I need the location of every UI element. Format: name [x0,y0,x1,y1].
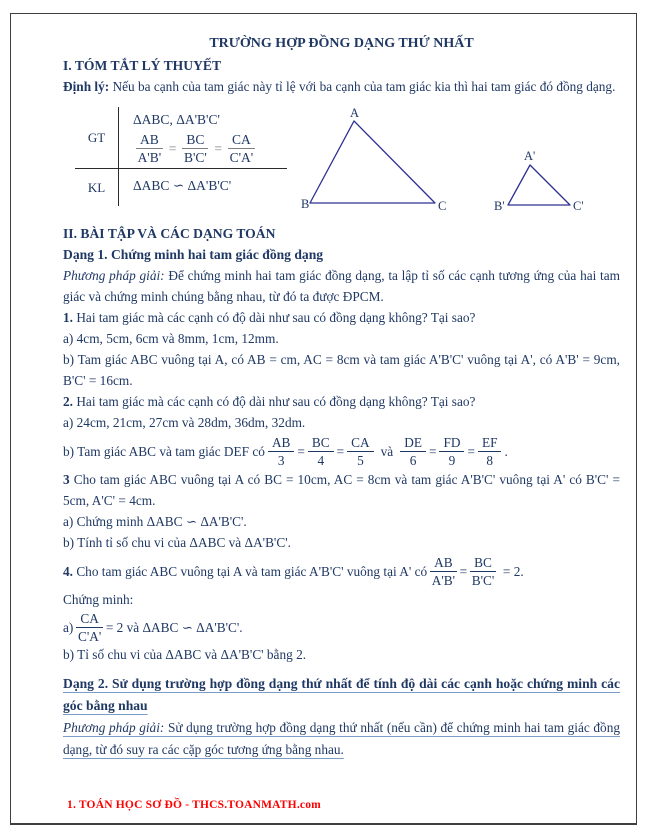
fraction: $\frac{CA}{C'A'}$ [229,132,254,165]
equals-sign: = [297,443,305,459]
fraction: $\frac{BC}{B'C'}$ [471,554,495,588]
problem-2a: a) 24cm, 21cm, 27cm và 28dm, 36dm, 32dm. [63,415,306,430]
dang2-method [63,717,620,761]
equals-sign: = [336,443,345,459]
page-title: TRƯỜNG HỢP ĐỒNG DẠNG THỨ NHẤT [209,36,474,51]
problem-text: b) Tam giác ABC và tam giác DEF có [63,443,265,459]
problem-text: = 2. [502,563,524,579]
fraction: $\frac{BC}{B'C'}$ [183,132,207,165]
fraction: $\frac{BC}{4}$ [308,435,334,468]
punctuation: . [504,443,508,459]
gt-content [119,107,287,168]
problem-3 [63,469,620,511]
problem-4 [63,553,620,589]
fraction: $\frac{EF}{8}$ [478,435,502,468]
fraction: $\frac{CA}{5}$ [347,435,373,468]
heading-theory: I. TÓM TẮT LÝ THUYẾT [63,58,222,73]
heading-dang2: Dạng 2. Sử dụng trường hợp đồng dạng thứ nhất để tính độ dài các cạnh hoặc chứng minh các góc bằng nhau [63,676,620,713]
equals-sign: = [467,443,475,459]
problem-number: 4. [63,563,73,579]
heading-exercises: II. BÀI TẬP VÀ CÁC DẠNG TOÁN [63,226,276,241]
method-label: Phương pháp giải: [63,720,165,735]
kl-content [119,169,287,206]
problem-1 [63,307,620,328]
triangle-a2b2c2-shape [508,165,570,205]
vertex-label-a: A [350,107,360,120]
vertex-label-c2: C' [573,199,584,213]
gt-row [75,107,287,169]
problem-2b [63,433,620,469]
problem-text: Cho tam giác ABC vuông tại A và tam giác A'B'C' vuông tại A' có [76,563,428,579]
problem-1b: b) Tam giác ABC vuông tại A, có AB = cm, AC = 8cm và tam giác A'B'C' vuông tại A', có A'B' = 9cm, B'C' = 16cm. [63,352,620,388]
method-text: Sử dụng trường hợp đồng dạng thứ nhất (nếu cần) để chứng minh hai tam giác đồng dạng, từ đó suy ra các cặp góc tương ứng bằng nhau. [63,720,620,757]
vertex-label-b2: B' [494,199,505,213]
problem-text: Hai tam giác mà các cạnh có độ dài như sau có đồng dạng không? Tại sao? [76,394,476,409]
vertex-label-a2: A' [524,149,536,163]
connector-text: và [380,443,394,459]
fraction: $\frac{CA}{C'A'}$ [77,610,102,644]
problem-4b: b) Tỉ số chu vi của ΔABC và ΔA'B'C' bằng 2. [63,647,307,662]
problem-number: 2. [63,394,73,409]
gt-kl-table [75,107,287,221]
theorem-text: Nếu ba cạnh của tam giác này tỉ lệ với ba cạnh của tam giác kia thì hai tam giác đó đồng dạng. [112,79,616,94]
theorem-label: Định lý: [63,79,110,94]
theory-figure-row [63,107,620,221]
problem-text: a) [63,619,74,635]
equals-sign: = [428,443,437,459]
document-page [10,13,637,825]
vertex-label-c: C [438,199,447,213]
problem-4a [63,610,620,644]
problem-text: Cho tam giác ABC vuông tại A có BC = 10cm, AC = 8cm và tam giác A'B'C' vuông tại A' có B'C' = 5cm, A'C' = 4cm. [63,472,620,508]
fraction: $\frac{FD}{9}$ [439,435,464,468]
problem-2 [63,391,620,412]
heading-dang1: Dạng 1. Chứng minh hai tam giác đồng dạng [63,247,324,262]
equals-sign: = [459,563,468,579]
gt-proportion [133,132,287,165]
fraction: $\frac{DE}{6}$ [400,435,426,468]
equals-sign: = [168,141,177,156]
footer-source: 1. TOÁN HỌC SƠ ĐỒ - THCS.TOANMATH.com [67,799,321,811]
fraction: $\frac{AB}{A'B'}$ [137,132,162,165]
problem-text: = 2 và ΔABC ∽ ΔA'B'C'. [105,619,243,635]
method-label: Phương pháp giải: [63,268,165,283]
problem-4-prove-label: Chứng minh: [63,592,134,607]
kl-conclusion: ΔABC ∽ ΔA'B'C' [133,178,232,193]
problem-1a: a) 4cm, 5cm, 6cm và 8mm, 1cm, 12mm. [63,331,279,346]
problem-3b: b) Tính tỉ số chu vi của ΔABC và ΔA'B'C'. [63,535,291,550]
gt-triangles-line: ΔABC, ΔA'B'C' [133,112,220,127]
kl-label: KL [75,169,119,206]
method-text: Để chứng minh hai tam giác đồng dạng, ta lập tỉ số các cạnh tương ứng của hai tam giác và chứng minh chúng bằng nhau, từ đó ta được ĐPCM. [63,268,620,304]
problem-number: 3 [63,472,70,487]
problem-number: 1. [63,310,73,325]
triangle-abc-shape [310,121,435,203]
kl-row [75,169,287,206]
theorem-paragraph [63,76,620,97]
equals-sign: = [214,141,223,156]
problem-3a: a) Chứng minh ΔABC ∽ ΔA'B'C'. [63,514,247,529]
fraction: $\frac{AB}{A'B'}$ [431,554,456,588]
gt-label: GT [75,107,119,168]
triangles-figure [301,107,613,221]
vertex-label-b: B [301,197,310,211]
problem-text: Hai tam giác mà các cạnh có độ dài như sau có đồng dạng không? Tại sao? [76,310,476,325]
dang1-method [63,265,620,307]
fraction: $\frac{AB}{3}$ [268,435,294,468]
